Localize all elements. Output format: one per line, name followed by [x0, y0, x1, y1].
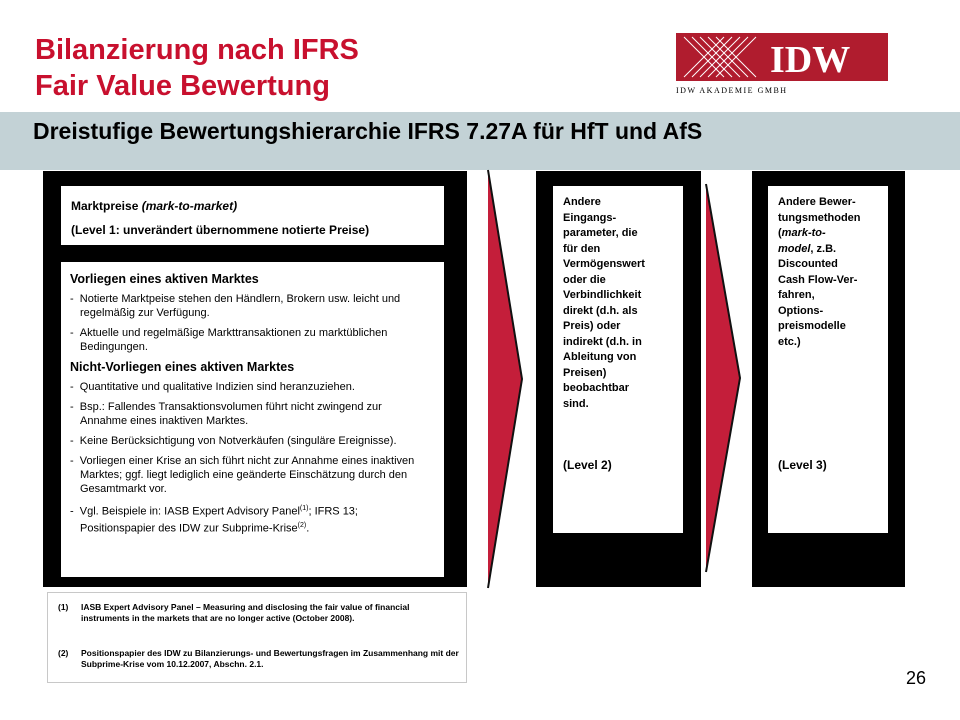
footnote-number: (1)	[58, 602, 69, 612]
footnotes-box	[47, 592, 467, 683]
list-item: - Bsp.: Fallendes Transaktionsvolumen führt nicht zwingend zur Annahme eines inaktiven Marktes.	[70, 401, 382, 427]
logo-mark: IDW	[770, 39, 851, 81]
arrow-right-icon	[704, 182, 744, 574]
market-price-title: Marktpreise (mark-to-market)	[71, 199, 238, 213]
footnote-text: IASB Expert Advisory Panel – Measuring and disclosing the fair value of financial instruments in the markets that are no longer active (October 2008).	[81, 602, 410, 623]
page-number: 26	[906, 668, 927, 688]
section-subtitle: Dreistufige Bewertungshierarchie IFRS 7.27A für HfT und AfS	[33, 118, 703, 144]
logo-diamond-icon	[676, 33, 888, 81]
title-line-1: Bilanzierung nach IFRS	[35, 34, 359, 66]
active-market-heading: Vorliegen eines aktiven Marktes	[70, 272, 259, 286]
level2-label: (Level 2)	[563, 458, 612, 472]
level2-description: Andere Eingangs- parameter, die für den Vermögenswert oder die Verbindlichkeit direkt (d.h. als Preis) oder indirekt (d.h. in Ableitung von Preisen) beobachtbar sind.	[563, 196, 645, 410]
footnote-text: Positionspapier des IDW zu Bilanzierungs- und Bewertungsfragen im Zusammenhang mit der Subprime-Krise vom 10.12.2007, Abschn. 2.1.	[81, 648, 459, 669]
level3-label: (Level 3)	[778, 458, 827, 472]
list-item: - Notierte Marktpeise stehen den Händlern, Brokern usw. leicht und regelmäßig zur Verfügung.	[70, 293, 401, 319]
market-criteria-box	[61, 262, 444, 577]
footnote-number: (2)	[58, 648, 69, 658]
idw-logo	[676, 33, 888, 81]
level2-box	[553, 186, 683, 533]
list-item: - Vgl. Beispiele in: IASB Expert Advisory Panel$^{(1)}$; IFRS 13; Positionspapier des IDW zur Subprime-Krise$^{(2)}$.	[70, 505, 358, 535]
list-item: - Keine Berücksichtigung von Notverkäufen (singuläre Ereignisse).	[70, 435, 397, 447]
level3-description: Andere Bewer- tungsmethoden (mark-to- model, z.B. Discounted Cash Flow-Ver- fahren, Options- preismodelle etc.)	[778, 196, 861, 348]
arrow-right-icon	[486, 168, 526, 590]
inactive-market-heading: Nicht-Vorliegen eines aktiven Marktes	[70, 360, 295, 374]
page-title	[35, 32, 359, 104]
list-item: - Aktuelle und regelmäßige Markttransaktionen zu marktüblichen Bedingungen.	[70, 327, 388, 353]
level1-caption: (Level 1: unverändert übernommene notierte Preise)	[71, 223, 370, 237]
logo-subtitle: IDW AKADEMIE GMBH	[676, 86, 788, 95]
list-item: - Vorliegen einer Krise an sich führt nicht zur Annahme eines inaktiven Marktes; ggf. liegt lediglich eine geänderte Einschätzung durch den Gesamtmarkt vor.	[70, 455, 415, 495]
title-line-2: Fair Value Bewertung	[35, 70, 330, 102]
market-price-box	[61, 186, 444, 245]
list-item: - Quantitative und qualitative Indizien sind heranzuziehen.	[70, 381, 355, 393]
level3-box	[768, 186, 888, 533]
